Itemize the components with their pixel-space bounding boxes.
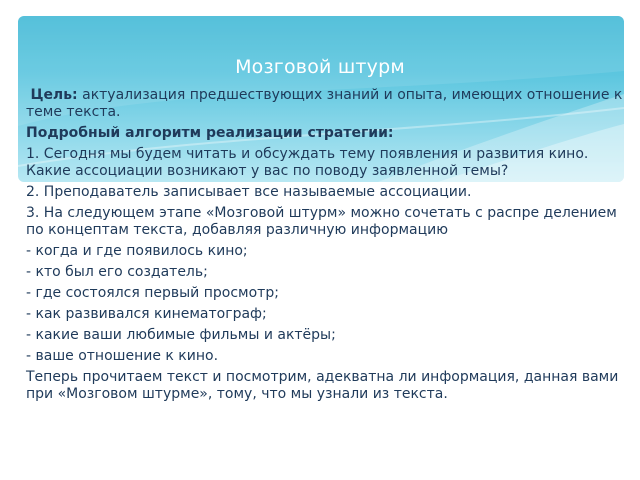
step-item: 2. Преподаватель записывает все называемые ассоциации.	[26, 184, 472, 200]
algorithm-heading: Подробный алгоритм реализации стратегии:	[26, 125, 394, 141]
step-item: 1. Сегодня мы будем читать и обсуждать тему появления и развития кино. Какие ассоциации возникают у вас по поводу заявленной темы?	[26, 146, 589, 179]
page-title: Мозговой штурм	[235, 56, 405, 78]
question-item: - когда и где появилось кино;	[26, 243, 248, 259]
question-item: - какие ваши любимые фильмы и актёры;	[26, 327, 336, 343]
goal-label: Цель:	[30, 87, 78, 103]
question-item: - кто был его создатель;	[26, 264, 208, 280]
question-item: - ваше отношение к кино.	[26, 348, 219, 364]
goal-text: актуализация предшествующих знаний и опыта, имеющих отношение к теме текста.	[26, 87, 623, 120]
conclusion-paragraph: Теперь прочитаем текст и посмотрим, адекватна ли информация, данная вами при «Мозговом штурме», тому, что мы узнали из текста.	[26, 369, 619, 402]
question-item: - где состоялся первый просмотр;	[26, 285, 279, 301]
question-item: - как развивался кинематограф;	[26, 306, 267, 322]
goal-paragraph	[26, 87, 626, 121]
step-item: 3. На следующем этапе «Мозговой штурм» можно сочетать с распре делением по концептам текста, добавляя различную информацию	[26, 205, 617, 238]
slide-body	[26, 87, 626, 407]
